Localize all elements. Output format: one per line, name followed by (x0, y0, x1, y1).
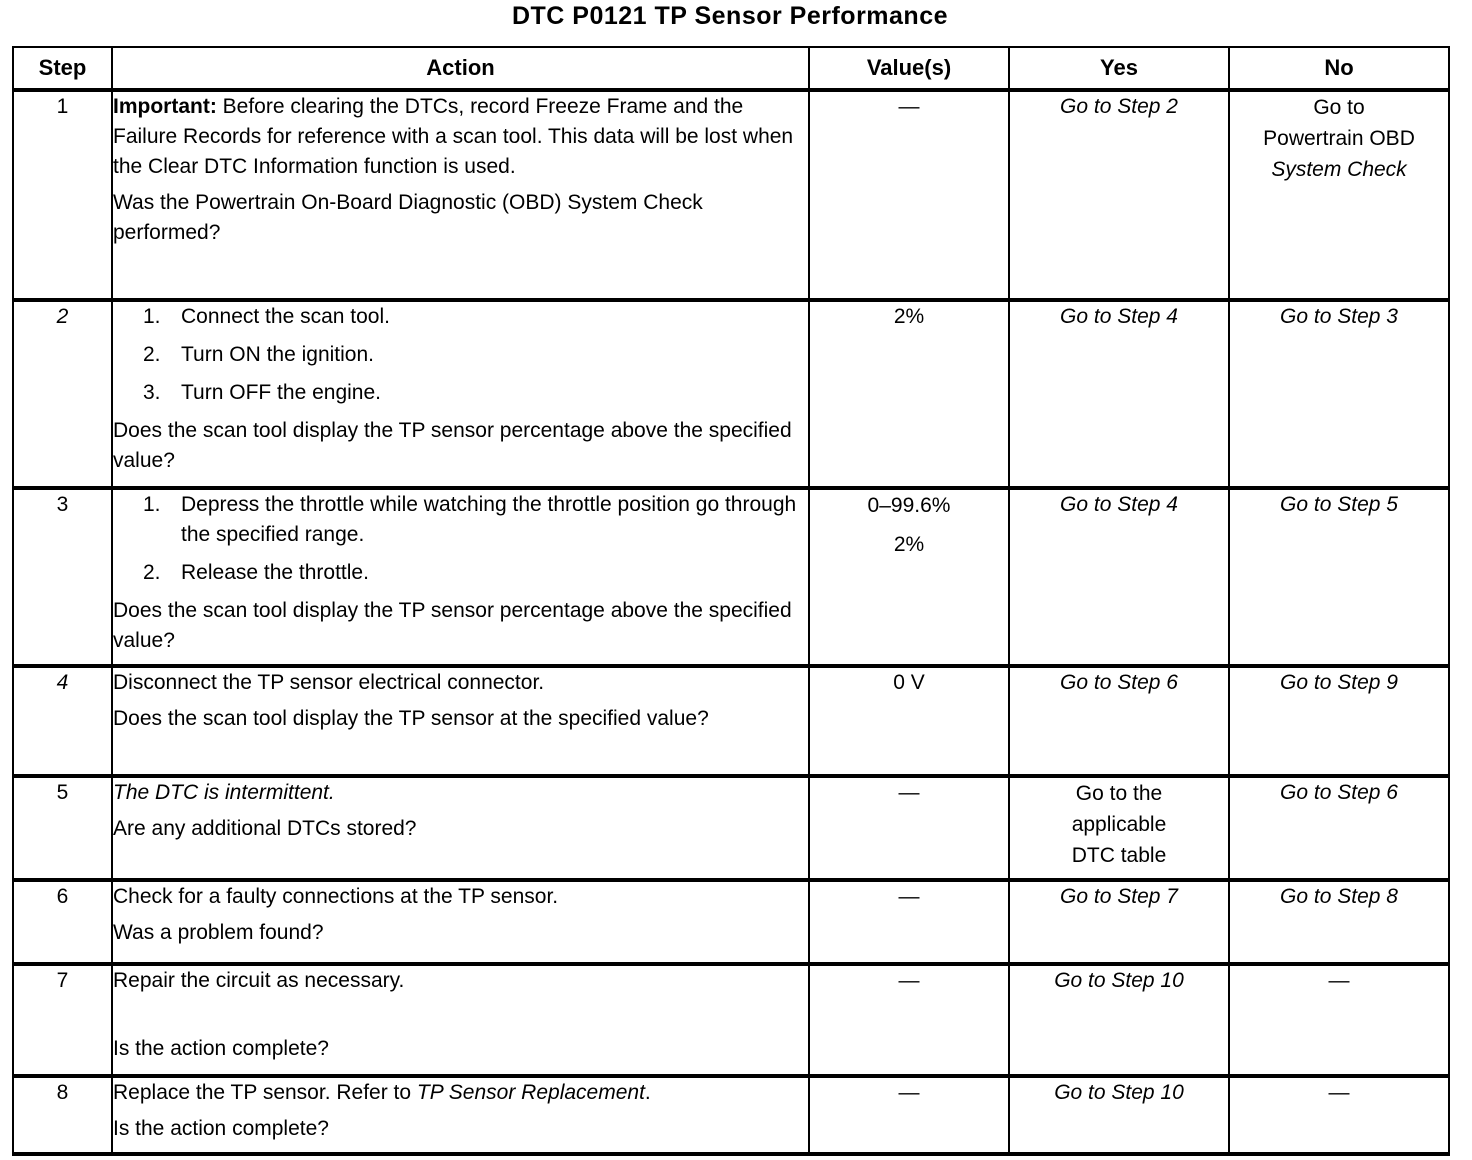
action-text (113, 1078, 808, 1108)
yes-goto-link[interactable]: Go to Step 2 (1060, 95, 1178, 118)
table-row (13, 964, 1449, 1076)
value-cell: — (809, 880, 1009, 964)
question-text: Is the action complete? (113, 1117, 329, 1140)
yes-cell (1009, 964, 1229, 1076)
important-label: Important: (113, 95, 217, 118)
step-number: 1 (13, 90, 112, 300)
important-text: Before clearing the DTCs, record Freeze Frame and the Failure Records for reference with a scan tool. This data will be lost when the Clear DTC Information function is used. (113, 95, 794, 178)
table-row (13, 90, 1449, 300)
list-text: Turn OFF the engine. (181, 381, 381, 404)
question-text: Does the scan tool display the TP sensor percentage above the specified value? (113, 419, 792, 472)
list-number: 1. (143, 493, 161, 516)
table-header-row (13, 47, 1449, 90)
yes-cell (1009, 488, 1229, 666)
yes-goto-link[interactable]: Go to Step 10 (1054, 1081, 1184, 1104)
no-cell (1229, 776, 1449, 880)
no-goto-link[interactable]: Go to Step 3 (1280, 305, 1398, 328)
step-number: 8 (13, 1076, 112, 1154)
list-item (143, 302, 808, 332)
list-number: 3. (143, 381, 161, 404)
procedure-reference-link[interactable]: TP Sensor Replacement (416, 1081, 645, 1104)
no-cell (1229, 488, 1449, 666)
list-number: 2. (143, 343, 161, 366)
important-note (113, 92, 808, 182)
no-goto-link[interactable]: Go to Step 6 (1280, 781, 1398, 804)
step-number: 4 (13, 666, 112, 776)
no-goto-link[interactable]: Go to Step 9 (1280, 671, 1398, 694)
no-cell (1229, 300, 1449, 488)
step-number: 5 (13, 776, 112, 880)
yes-cell (1009, 666, 1229, 776)
list-item (143, 340, 808, 370)
value-cell (809, 488, 1009, 666)
yes-goto-link[interactable]: Go to Step 6 (1060, 671, 1178, 694)
question-text: Is the action complete? (113, 1037, 329, 1060)
list-number: 1. (143, 305, 161, 328)
no-goto-link[interactable]: Go to Step 5 (1280, 493, 1398, 516)
question-text: Does the scan tool display the TP sensor at the specified value? (113, 707, 709, 730)
header-step: Step (13, 47, 112, 90)
step-number: 3 (13, 488, 112, 666)
table-row (13, 776, 1449, 880)
question-text: Does the scan tool display the TP sensor percentage above the specified value? (113, 599, 792, 652)
header-values: Value(s) (809, 47, 1009, 90)
value-threshold: 2% (893, 533, 925, 556)
value-cell: — (809, 1076, 1009, 1154)
action-cell (112, 300, 809, 488)
yes-goto-link[interactable]: Go to Step 4 (1060, 305, 1178, 328)
list-item (143, 558, 808, 588)
table-row (13, 488, 1449, 666)
no-cell (1229, 90, 1449, 300)
value-cell: 2% (809, 300, 1009, 488)
step-number: 6 (13, 880, 112, 964)
yes-goto-link[interactable]: Go to Step 4 (1060, 493, 1178, 516)
yes-goto-link[interactable]: Go to Step 7 (1060, 885, 1178, 908)
action-text-post: . (644, 1081, 651, 1104)
header-no: No (1229, 47, 1449, 90)
no-goto-line2[interactable]: Powertrain OBD (1263, 127, 1415, 150)
action-text-pre: Replace the TP sensor. Refer to (113, 1081, 417, 1104)
action-cell (112, 666, 809, 776)
table-row (13, 880, 1449, 964)
header-yes: Yes (1009, 47, 1229, 90)
question-text: Are any additional DTCs stored? (113, 817, 417, 840)
step-number: 2 (13, 300, 112, 488)
table-row (13, 1076, 1449, 1154)
action-cell (112, 776, 809, 880)
no-cell: — (1229, 1076, 1449, 1154)
diagnostic-table (12, 46, 1450, 1156)
header-action: Action (112, 47, 809, 90)
action-text: Check for a faulty connections at the TP sensor. (113, 885, 559, 908)
list-text: Connect the scan tool. (181, 305, 390, 328)
yes-goto-link[interactable]: Go to Step 10 (1054, 969, 1184, 992)
yes-goto-line3[interactable]: DTC table (1071, 844, 1167, 867)
action-text: The DTC is intermittent. (113, 781, 335, 804)
no-cell (1229, 880, 1449, 964)
value-cell: — (809, 90, 1009, 300)
list-text: Release the throttle. (181, 561, 369, 584)
list-item (143, 378, 808, 408)
question-text: Was the Powertrain On-Board Diagnostic (OBD) System Check performed? (113, 191, 703, 244)
action-text: Disconnect the TP sensor electrical connector. (113, 671, 545, 694)
action-cell (112, 964, 809, 1076)
value-cell: 0 V (809, 666, 1009, 776)
value-cell: — (809, 776, 1009, 880)
procedure-list (143, 490, 808, 588)
action-cell (112, 90, 809, 300)
yes-goto-line2[interactable]: applicable (1071, 813, 1167, 836)
list-item (143, 490, 808, 550)
question-text: Was a problem found? (113, 921, 324, 944)
action-text: Repair the circuit as necessary. (113, 969, 405, 992)
list-text: Depress the throttle while watching the throttle position go through the specified range. (181, 493, 797, 546)
no-cell: — (1229, 964, 1449, 1076)
list-text: Turn ON the ignition. (181, 343, 374, 366)
no-goto-line1[interactable]: Go to (1313, 96, 1365, 119)
yes-cell (1009, 300, 1229, 488)
step-number: 7 (13, 964, 112, 1076)
value-cell: — (809, 964, 1009, 1076)
action-cell (112, 1076, 809, 1154)
page-title: DTC P0121 TP Sensor Performance (511, 2, 949, 30)
list-number: 2. (143, 561, 161, 584)
yes-goto-line1[interactable]: Go to the (1075, 782, 1163, 805)
no-cell (1229, 666, 1449, 776)
procedure-list (143, 302, 808, 408)
no-goto-link[interactable]: Go to Step 8 (1280, 885, 1398, 908)
table-row (13, 300, 1449, 488)
table-row (13, 666, 1449, 776)
yes-cell (1009, 90, 1229, 300)
action-cell (112, 488, 809, 666)
value-range: 0–99.6% (867, 494, 951, 517)
action-cell (112, 880, 809, 964)
no-goto-line3[interactable]: System Check (1271, 158, 1407, 181)
yes-cell (1009, 776, 1229, 880)
yes-cell (1009, 1076, 1229, 1154)
yes-cell (1009, 880, 1229, 964)
